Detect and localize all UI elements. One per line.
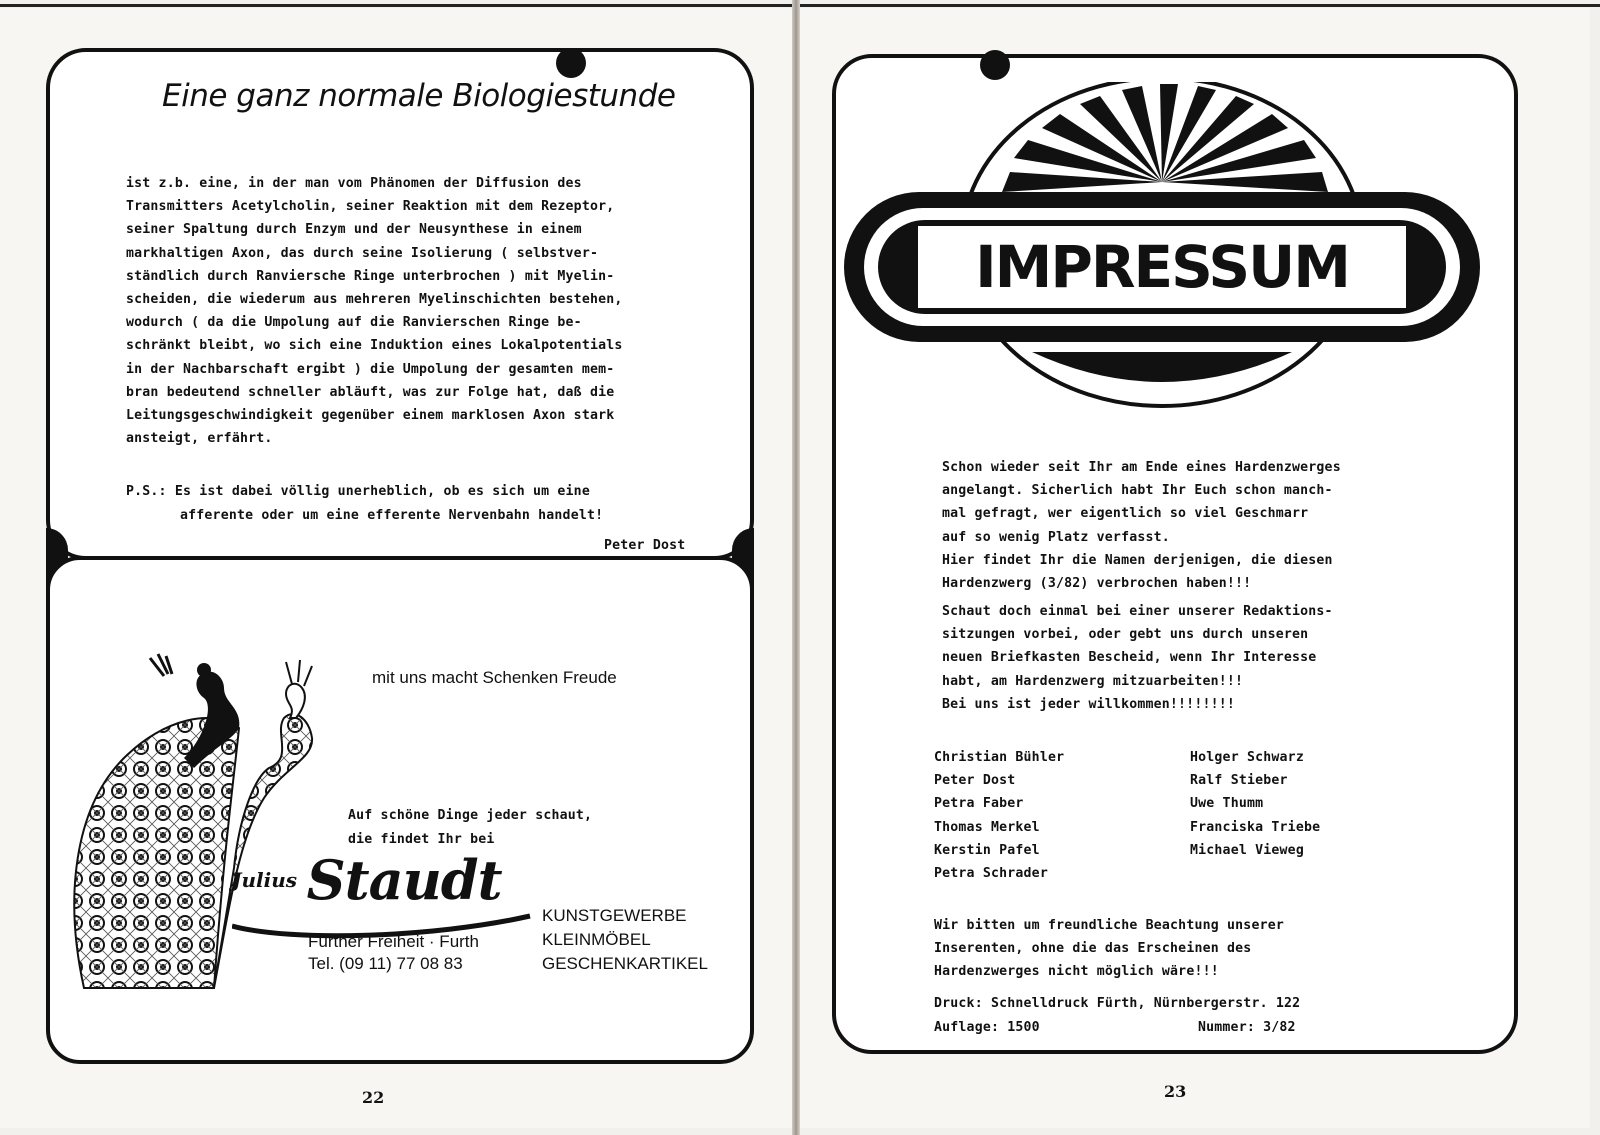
ad-brand	[232, 848, 502, 912]
staff-name: Franciska Triebe	[1190, 819, 1321, 835]
ad-phone: Tel. (09 11) 77 08 83	[308, 954, 463, 973]
staff-list-left	[934, 746, 1064, 885]
staff-name: Peter Dost	[934, 773, 1016, 789]
invite-line: sitzungen vorbei, oder gebt uns durch unseren	[942, 627, 1309, 643]
thanks-paragraph	[934, 914, 1284, 984]
article-line: Transmitters Acetylcholin, seiner Reaktion mit dem Rezeptor,	[126, 199, 615, 215]
thanks-line: Wir bitten um freundliche Beachtung unserer	[934, 918, 1285, 933]
intro-line: angelangt. Sicherlich habt Ihr Euch schon manch-	[942, 483, 1333, 499]
article-title: Eine ganz normale Biologiestunde	[162, 78, 676, 114]
punch-hole-icon	[556, 48, 586, 78]
article-line: wodurch ( da die Umpolung auf die Ranvierschen Ringe be-	[126, 315, 582, 331]
thanks-line: Hardenzwerges nicht möglich wäre!!!	[934, 964, 1219, 980]
logo-text: IMPRESSUM	[975, 233, 1349, 301]
article-author: Peter Dost	[604, 538, 686, 553]
intro-paragraph	[942, 456, 1341, 595]
staff-name: Thomas Merkel	[934, 819, 1040, 835]
postscript-line-2: afferente oder um eine efferente Nervenbahn handelt!	[180, 508, 604, 523]
invite-line: Bei uns ist jeder willkommen!!!!!!!!	[942, 696, 1236, 712]
article-box	[46, 48, 754, 560]
staff-name: Petra Faber	[934, 796, 1024, 812]
staff-name: Ralf Stieber	[1190, 773, 1288, 789]
ad-category-2: KLEINMÖBEL	[542, 930, 651, 949]
ad-brand-last-name: Staudt	[306, 848, 502, 912]
ad-category-3: GESCHENKARTIKEL	[542, 954, 708, 973]
article-line: ist z.b. eine, in der man vom Phänomen der Diffusion des	[126, 176, 582, 191]
intro-line: Hardenzwerg (3/82) verbrochen haben!!!	[942, 576, 1252, 592]
invite-line: habt, am Hardenzwerg mitzuarbeiten!!!	[942, 673, 1244, 689]
ad-brand-first-name: Julius	[232, 868, 297, 892]
issue-info: Nummer: 3/82	[1198, 1020, 1296, 1035]
advertisement-box	[46, 556, 754, 1064]
staff-name: Christian Bühler	[934, 750, 1065, 765]
circulation-info: Auflage: 1500	[934, 1020, 1040, 1035]
article-body	[126, 172, 623, 450]
ad-category-1: KUNSTGEWERBE	[542, 906, 687, 925]
article-line: seiner Spaltung durch Enzym und der Neusynthese in einem	[126, 222, 582, 238]
article-line: ständlich durch Ranviersche Ringe unterbrochen ) mit Myelin-	[126, 268, 615, 284]
invite-paragraph	[942, 600, 1333, 716]
print-info: Druck: Schnelldruck Fürth, Nürnbergerstr. 122	[934, 996, 1301, 1011]
postscript-line-1: P.S.: Es ist dabei völlig unerheblich, ob es sich um eine	[126, 484, 590, 499]
intro-line: mal gefragt, wer eigentlich so viel Geschmarr	[942, 506, 1309, 522]
staff-name: Holger Schwarz	[1190, 750, 1304, 765]
article-line: in der Nachbarschaft ergibt ) die Umpolung der gesamten mem-	[126, 361, 615, 377]
staff-name: Michael Vieweg	[1190, 842, 1304, 858]
article-line: scheiden, die wiederum aus mehreren Myelinschichten bestehen,	[126, 292, 623, 308]
intro-line: Schon wieder seit Ihr am Ende eines Hardenzwerges	[942, 460, 1341, 475]
article-line: markhaltigen Axon, das durch seine Isolierung ( selbstver-	[126, 245, 599, 261]
staff-list-right	[1190, 746, 1320, 862]
invite-line: neuen Briefkasten Bescheid, wenn Ihr Interesse	[942, 650, 1317, 666]
peacock-illustration	[64, 648, 334, 998]
right-page	[800, 8, 1590, 1128]
article-line: bran bedeutend schneller abläuft, was zur Folge hat, daß die	[126, 384, 615, 400]
ad-rhyme-line-1: Auf schöne Dinge jeder schaut,	[348, 808, 593, 823]
left-page	[0, 8, 792, 1128]
ad-rhyme-line-2: die findet Ihr bei	[348, 832, 495, 847]
article-line: Leitungsgeschwindigkeit gegenüber einem marklosen Axon stark	[126, 408, 615, 424]
staff-name: Petra Schrader	[934, 866, 1048, 882]
intro-line: Hier findet Ihr die Namen derjenigen, die diesen	[942, 552, 1333, 568]
invite-line: Schaut doch einmal bei einer unserer Redaktions-	[942, 604, 1333, 619]
page-number-right: 23	[1164, 1082, 1187, 1101]
impressum-logo	[842, 82, 1482, 432]
punch-hole-icon	[980, 50, 1010, 80]
staff-name: Kerstin Pafel	[934, 842, 1040, 858]
ad-slogan: mit uns macht Schenken Freude	[372, 668, 617, 687]
article-line: ansteigt, erfährt.	[126, 431, 273, 447]
page-gutter	[792, 0, 800, 1135]
ad-address: Fürther Freiheit · Furth	[308, 932, 479, 951]
thanks-line: Inserenten, ohne die das Erscheinen des	[934, 941, 1252, 957]
impressum-box	[832, 54, 1518, 1054]
page-number-left: 22	[362, 1088, 385, 1107]
intro-line: auf so wenig Platz verfasst.	[942, 529, 1170, 545]
staff-name: Uwe Thumm	[1190, 796, 1264, 812]
scan-edge-line	[0, 4, 1600, 7]
article-line: schränkt bleibt, wo sich eine Induktion eines Lokalpotentials	[126, 338, 623, 354]
